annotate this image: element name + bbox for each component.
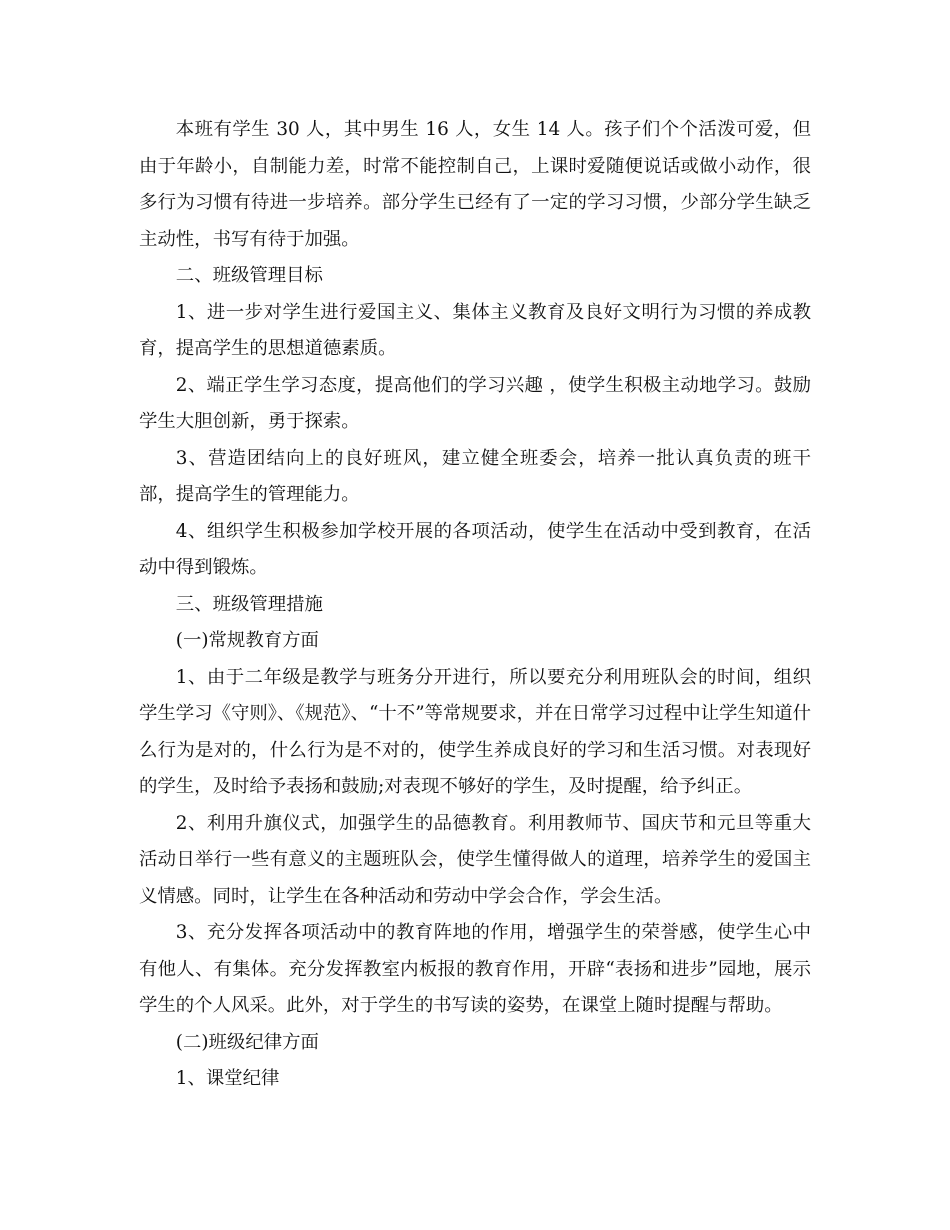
paragraph-classroom-discipline: 1、课堂纪律 [175, 1068, 280, 1089]
document-body [139, 112, 811, 1098]
subheading-routine-education: (一)常规教育方面 [175, 630, 319, 651]
paragraph-goal-4: 4、组织学生积极参加学校开展的各项活动，使学生在活动中受到教育，在活动中得到锻炼。 [139, 520, 811, 578]
subheading-class-discipline: (二)班级纪律方面 [175, 1031, 319, 1053]
paragraph-measure-1: 1、由于二年级是教学与班务分开进行，所以要充分利用班队会的时间，组织学生学习《守则》、《规范》、“十不”等常规要求，并在日常学习过程中让学生知道什么行为是对的，什么行为是不对的，使学生养成良好的学习和生活习惯。对表现好的学生，及时给予表扬和鼓励;对表现不够好的学生，及时提醒，给予纠正。 [139, 666, 811, 797]
paragraph-class-overview: 本班有学生 30 人，其中男生 16 人，女生 14 人。孩子们个个活泼可爱，但由于年龄小，自制能力差，时常不能控制自己，上课时爱随便说话或做小动作，很多行为习惯有待进一步培养。部分学生已经有了一定的学习习惯，少部分学生缺乏主动性，书写有待于加强。 [139, 119, 811, 250]
paragraph-goal-1: 1、进一步对学生进行爱国主义、集体主义教育及良好文明行为习惯的养成教育，提高学生的思想道德素质。 [139, 301, 811, 359]
paragraph-goal-3: 3、营造团结向上的良好班风，建立健全班委会，培养一批认真负责的班干部，提高学生的管理能力。 [139, 447, 811, 505]
heading-management-goals: 二、班级管理目标 [175, 265, 323, 286]
paragraph-measure-3: 3、充分发挥各项活动中的教育阵地的作用，增强学生的荣誉感，使学生心中有他人、有集体。充分发挥教室内板报的教育作用，开辟“表扬和进步”园地，展示学生的个人风采。此外，对于学生的书写读的姿势，在课堂上随时提醒与帮助。 [139, 922, 811, 1016]
paragraph-measure-2: 2、利用升旗仪式，加强学生的品德教育。利用教师节、国庆节和元旦等重大活动日举行一些有意义的主题班队会，使学生懂得做人的道理，培养学生的爱国主义情感。同时，让学生在各种活动和劳动中学会合作，学会生活。 [139, 812, 811, 907]
heading-management-measures: 三、班级管理措施 [175, 593, 323, 615]
paragraph-goal-2: 2、端正学生学习态度，提高他们的学习兴趣 ，使学生积极主动地学习。鼓励学生大胆创新，勇于探索。 [139, 374, 811, 432]
